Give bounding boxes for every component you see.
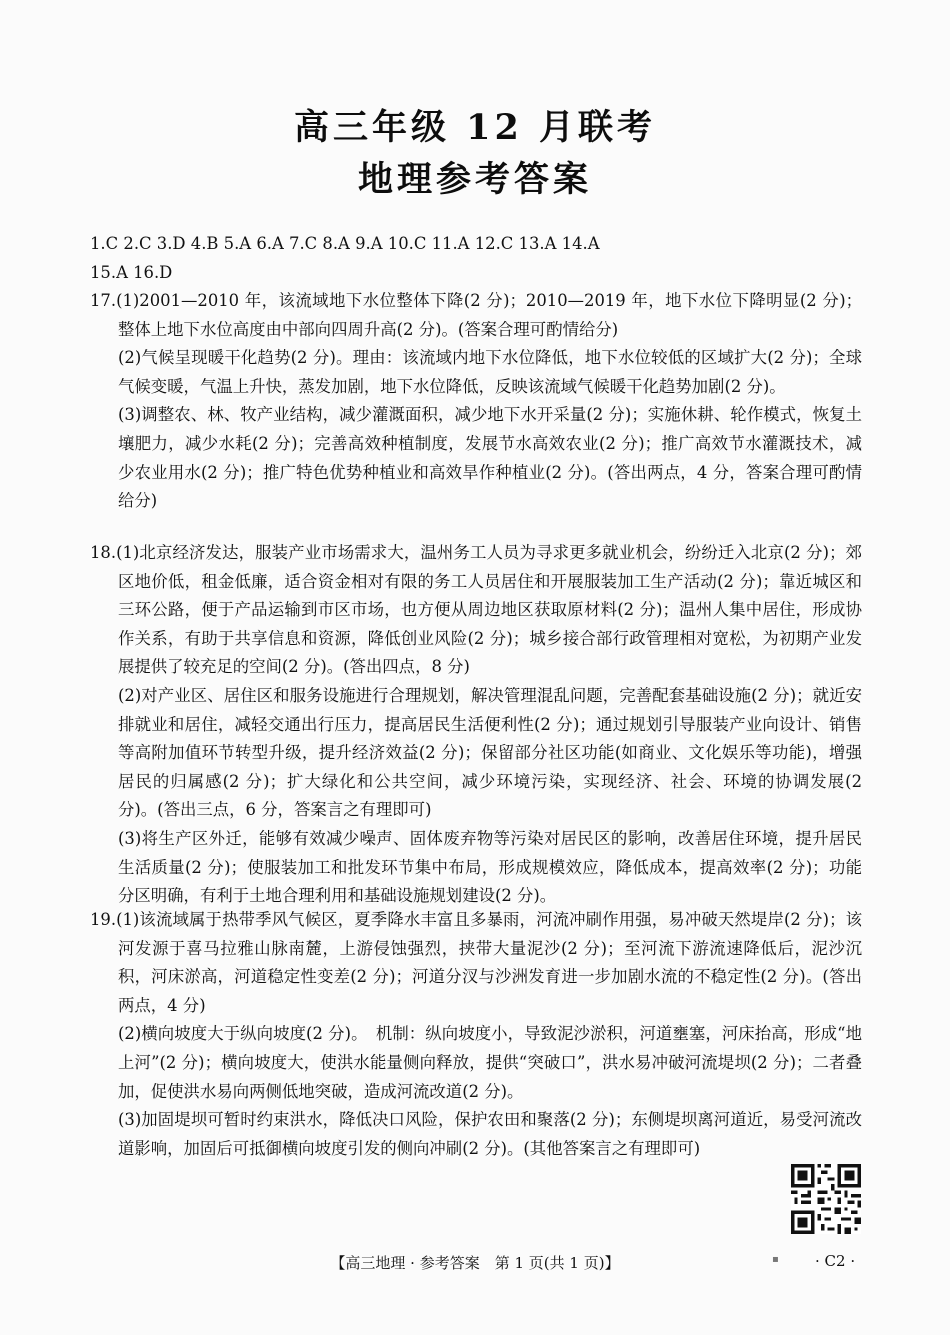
choice-answers: [90, 230, 862, 287]
qr-code-icon: [791, 1164, 861, 1234]
q19-part-2: (2)横向坡度大于纵向坡度(2 分)。 机制：纵向坡度小，导致泥沙淤积，河道壅塞，河床抬高，形成“地上河”(2 分)；横向坡度大，使洪水能量侧向释放，提供“突破口”，洪水易冲破河流堤坝(2 分)；二者叠加，促使洪水易向两侧低地突破，造成河流改道(2 分)。: [118, 1024, 862, 1101]
exam-title: 高三年级 12 月联考: [293, 107, 657, 148]
q17-label: 17.: [90, 291, 117, 310]
q17-part-1: 17.(1)2001—2010 年，该流域地下水位整体下降(2 分)；2010—2019 年，地下水位下降明显(2 分)；整体上地下水位高度由中部向四周升高(2 分)。(答案合理可酌情给分): [90, 291, 862, 339]
q18-part-1: 18.(1)北京经济发达，服装产业市场需求大，温州务工人员为寻求更多就业机会，纷纷迁入北京(2 分)；郊区地价低，租金低廉，适合资金相对有限的务工人员居住和开展服装加工生产活动(2 分)；靠近城区和三环公路，便于产品运输到市区市场，也方便从周边地区获取原材料(2 分)；温州人集中居住，形成协作关系，有助于共享信息和资源，降低创业风险(2 分)；城乡接合部行政管理相对宽松，为初期产业发展提供了较充足的空间(2 分)。(答出四点，8 分): [90, 543, 862, 677]
question-17: [90, 287, 862, 516]
q19-part-1: 19.(1)该流域属于热带季风气候区，夏季降水丰富且多暴雨，河流冲刷作用强，易冲破天然堤岸(2 分)；该河发源于喜马拉雅山脉南麓，上游侵蚀强烈，挟带大量泥沙(2 分)；至河流下游流速降低后，泥沙沉积，河床淤高，河道稳定性变差(2 分)；河道分汊与沙洲发育进一步加剧水流的不稳定性(2 分)。(答出两点，4 分): [90, 910, 862, 1015]
q18-part-3: (3)将生产区外迁，能够有效减少噪声、固体废弃物等污染对居民区的影响，改善居住环境，提升居民生活质量(2 分)；使服装加工和批发环节集中布局，形成规模效应，降低成本，提高效率(2 分)；功能分区明确，有利于土地合理利用和基础设施规划建设(2 分)。: [118, 828, 862, 906]
footer-mark: ▪: [772, 1254, 779, 1265]
q17-part-3: (3)调整农、林、牧产业结构，减少灌溉面积，减少地下水开采量(2 分)；实施休耕、轮作模式，恢复土壤肥力，减少水耗(2 分)；完善高效种植制度，发展节水高效农业(2 分)；推广高效节水灌溉技术，减少农业用水(2 分)；推广特色优势种植业和高效旱作种植业(2 分)。(答出两点，4 分，答案合理可酌情给分): [118, 405, 862, 511]
choice-answers-line-2: 15.A 16.D: [90, 262, 173, 282]
choice-answers-line-1: 1.C 2.C 3.D 4.B 5.A 6.A 7.C 8.A 9.A 10.C 11.A 12.C 13.A 14.A: [90, 234, 600, 253]
q19-part-3: (3)加固堤坝可暂时约束洪水，降低决口风险，保护农田和聚落(2 分)；东侧堤坝离河道近，易受河流改道影响，加固后可抵御横向坡度引发的侧向冲刷(2 分)。(其他答案言之有理即可): [118, 1110, 862, 1158]
subject-title: 地理参考答案: [357, 159, 592, 200]
q19-label: 19.: [90, 910, 117, 929]
page-footer: 【高三地理 · 参考答案 第 1 页(共 1 页)】: [330, 1254, 620, 1272]
q18-label: 18.: [90, 543, 117, 562]
question-19: [90, 906, 862, 1163]
question-18: [90, 539, 862, 911]
q17-part-2: (2)气候呈现暖干化趋势(2 分)。理由：该流域内地下水位降低，地下水位较低的区域扩大(2 分)；全球气候变暖，气温上升快，蒸发加剧，地下水位降低，反映该流域气候暖干化趋势加剧(2 分)。: [118, 348, 862, 396]
q18-part-2: (2)对产业区、居住区和服务设施进行合理规划，解决管理混乱问题，完善配套基础设施(2 分)；就近安排就业和居住，减轻交通出行压力，提高居民生活便利性(2 分)；通过规划引导服装产业向设计、销售等高附加值环节转型升级，提升经济效益(2 分)；保留部分社区功能(如商业、文化娱乐等功能)，增强居民的归属感(2 分)；扩大绿化和公共空间，减少环境污染，实现经济、社会、环境的协调发展(2 分)。(答出三点，6 分，答案言之有理即可): [118, 685, 862, 820]
page-code: · C2 ·: [815, 1252, 856, 1270]
